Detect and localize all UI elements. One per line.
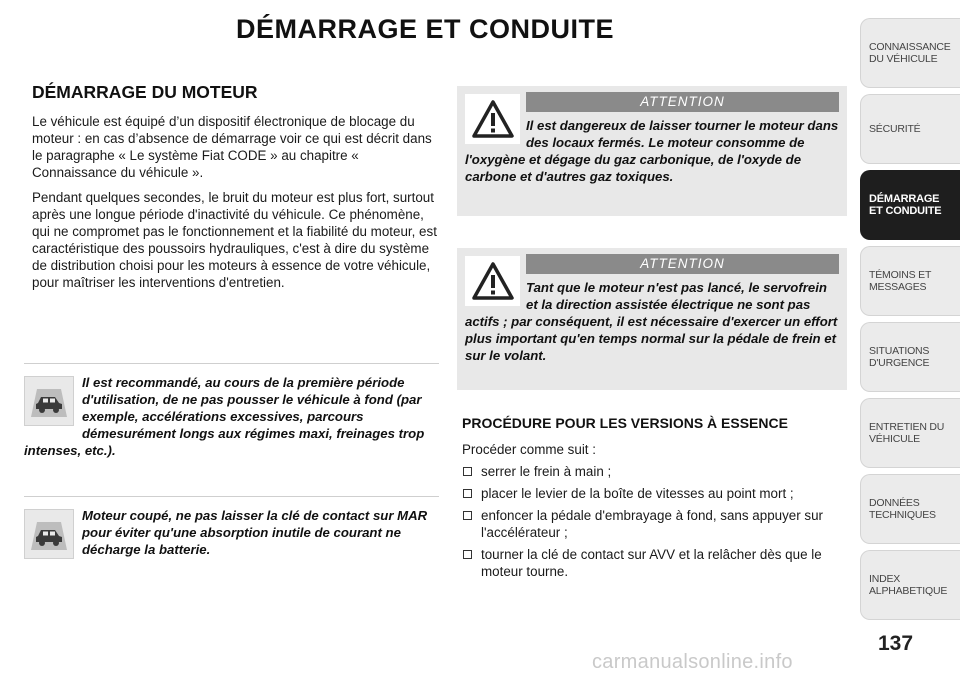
tab-label: DONNÉES TECHNIQUES	[869, 497, 936, 521]
paragraph: Pendant quelques secondes, le bruit du moteur est plus fort, surtout après une longue période d'inactivité du véhicule. Ce phénomène, qui ne compromet pas le fonctionnement et la fiabilité du moteur, est caractéristique des poussoirs hydrauliques, c'est à dire du système de distribution choisi pour les moteurs à essence de votre véhicule, pour maîtriser les interventions d'entretien.	[32, 190, 437, 290]
procedure-section	[462, 415, 847, 585]
attention-header: ATTENTION	[526, 254, 839, 274]
page-number: 137	[878, 632, 914, 655]
attention-header: ATTENTION	[526, 92, 839, 112]
list-item	[462, 485, 847, 502]
tab-donnees-techniques[interactable]	[860, 474, 960, 544]
checkbox-bullet-icon	[463, 511, 472, 520]
procedure-intro: Procéder comme suit :	[462, 442, 596, 457]
eco-car-icon	[24, 509, 74, 559]
list-item	[462, 507, 847, 541]
tab-situations-durgence[interactable]	[860, 322, 960, 392]
warning-triangle-icon	[465, 256, 520, 306]
eco-note	[24, 363, 439, 459]
tab-label: ENTRETIEN DU VÉHICULE	[869, 421, 945, 445]
note-text: Il est recommandé, au cours de la première période d'utilisation, de ne pas pousser le véhicule à fond (par exemple, accélérations excessives, parcours démesurément longs aux régimes maxi, freinages trop intenses, etc.).	[24, 375, 425, 458]
watermark: carmanualsonline.info	[592, 651, 793, 673]
attention-text: Tant que le moteur n'est pas lancé, le servofrein et la direction assistée électrique ne sont pas actifs ; par conséquent, il est nécessaire d'exercer un effort plus important qu'en temps normal sur la pédale de frein et sur le volant.	[465, 280, 838, 363]
attention-box	[457, 248, 847, 390]
page-title: DÉMARRAGE ET CONDUITE	[235, 14, 614, 44]
tab-entretien-du-vehicule[interactable]	[860, 398, 960, 468]
tab-label: CONNAISSANCE DU VÉHICULE	[869, 41, 951, 65]
step-text: placer le levier de la boîte de vitesses au point mort ;	[481, 486, 794, 501]
paragraph: Le véhicule est équipé d’un dispositif électronique de blocage du moteur : en cas d’absence de démarrage voir ce qui est décrit dans le paragraphe « Le système Fiat CODE » au chapitre « Connaissance du véhicule ».	[32, 114, 432, 180]
tab-label: SITUATIONS D'URGENCE	[869, 345, 930, 369]
step-text: tourner la clé de contact sur AVV et la relâcher dès que le moteur tourne.	[481, 547, 822, 579]
tab-label: SÉCURITÉ	[869, 123, 921, 135]
eco-note	[24, 496, 439, 561]
step-text: serrer le frein à main ;	[481, 464, 612, 479]
tab-index-alphabetique[interactable]	[860, 550, 960, 620]
attention-text: Il est dangereux de laisser tourner le moteur dans des locaux fermés. Le moteur consomme de l'oxygène et dégage du gaz carbonique, de l'oxyde de carbone et d'autres gaz toxiques.	[465, 118, 839, 184]
tab-label: INDEX ALPHABETIQUE	[869, 573, 948, 597]
tab-securite[interactable]	[860, 94, 960, 164]
eco-car-icon	[24, 376, 74, 426]
procedure-steps	[462, 463, 847, 580]
checkbox-bullet-icon	[463, 489, 472, 498]
tab-label: DÉMARRAGE ET CONDUITE	[869, 193, 942, 217]
chapter-tabs	[860, 18, 960, 626]
list-item	[462, 546, 847, 580]
list-item	[462, 463, 847, 480]
checkbox-bullet-icon	[463, 550, 472, 559]
left-column	[32, 82, 437, 299]
step-text: enfoncer la pédale d'embrayage à fond, sans appuyer sur l'accélérateur ;	[481, 508, 824, 540]
procedure-title: PROCÉDURE POUR LES VERSIONS À ESSENCE	[462, 415, 788, 431]
tab-temoins-et-messages[interactable]	[860, 246, 960, 316]
tab-demarrage-et-conduite[interactable]	[860, 170, 960, 240]
tab-label: TÉMOINS ET MESSAGES	[869, 269, 931, 293]
attention-box	[457, 86, 847, 216]
section-title: DÉMARRAGE DU MOTEUR	[32, 82, 258, 102]
warning-triangle-icon	[465, 94, 520, 144]
checkbox-bullet-icon	[463, 467, 472, 476]
note-text: Moteur coupé, ne pas laisser la clé de contact sur MAR pour éviter qu'une absorption inutile de courant ne décharge la batterie.	[82, 508, 428, 557]
tab-connaissance-du-vehicule[interactable]	[860, 18, 960, 88]
